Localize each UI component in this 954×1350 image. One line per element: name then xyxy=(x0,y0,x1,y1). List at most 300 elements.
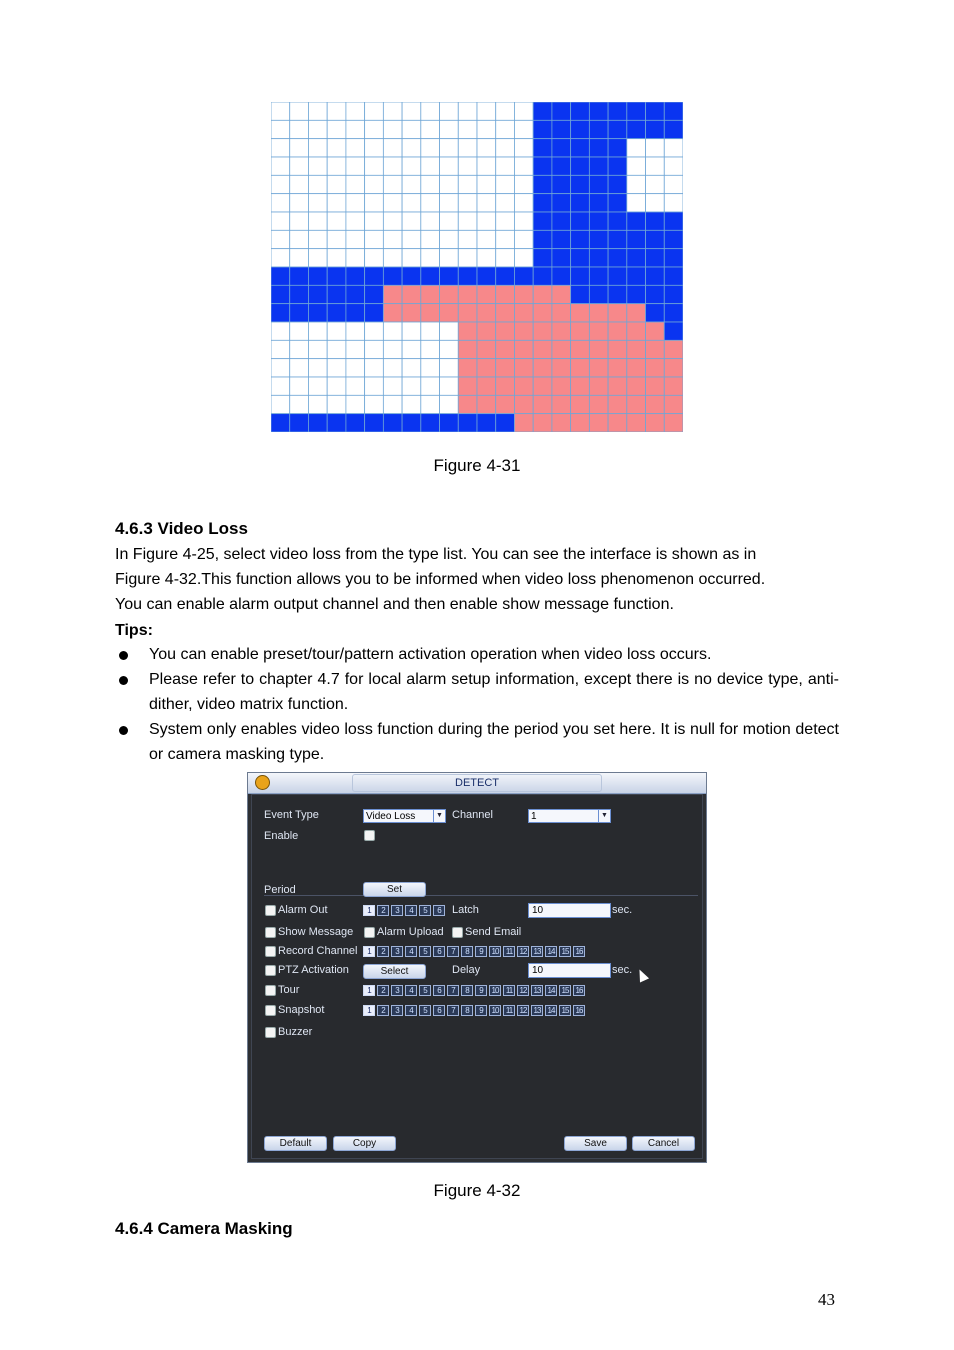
grid-cell xyxy=(346,322,365,340)
grid-cell xyxy=(421,230,440,248)
show-message-checkbox[interactable] xyxy=(265,927,276,938)
enable-checkbox[interactable] xyxy=(364,830,375,841)
channel-box[interactable]: 10 xyxy=(489,985,501,996)
grid-cell xyxy=(646,194,665,212)
grid-cell xyxy=(514,230,533,248)
grid-cell xyxy=(608,304,627,322)
channel-box[interactable]: 7 xyxy=(447,1005,459,1016)
tips-label: Tips: xyxy=(115,622,153,639)
record-channel-checkbox[interactable] xyxy=(265,946,276,957)
grid-cell xyxy=(346,157,365,175)
channel-box[interactable]: 8 xyxy=(461,946,473,957)
channel-box[interactable]: 15 xyxy=(559,985,571,996)
grid-cell xyxy=(496,267,515,285)
grid-cell xyxy=(365,249,384,267)
channel-box[interactable]: 13 xyxy=(531,946,543,957)
channel-box[interactable]: 13 xyxy=(531,1005,543,1016)
channel-box[interactable]: 7 xyxy=(447,946,459,957)
grid-cell xyxy=(440,322,459,340)
grid-cell xyxy=(365,304,384,322)
channel-box[interactable]: 10 xyxy=(489,1005,501,1016)
grid-cell xyxy=(589,322,608,340)
grid-cell xyxy=(589,139,608,157)
grid-cell xyxy=(533,230,552,248)
tour-checkbox[interactable] xyxy=(265,985,276,996)
grid-cell xyxy=(664,102,683,120)
grid-cell xyxy=(458,120,477,138)
cancel-button[interactable]: Cancel xyxy=(632,1136,695,1151)
delay-input[interactable]: 10 xyxy=(528,963,611,978)
channel-label: Channel xyxy=(452,809,493,821)
grid-cell xyxy=(533,212,552,230)
grid-cell xyxy=(627,414,646,432)
grid-cell xyxy=(496,157,515,175)
grid-cell xyxy=(646,395,665,413)
dialog-title-bar xyxy=(248,773,706,794)
save-button[interactable]: Save xyxy=(564,1136,627,1151)
grid-cell xyxy=(402,395,421,413)
grid-cell xyxy=(402,304,421,322)
channel-box[interactable]: 9 xyxy=(475,946,487,957)
grid-cell xyxy=(290,414,309,432)
grid-cell xyxy=(477,120,496,138)
grid-cell xyxy=(402,322,421,340)
channel-box[interactable]: 14 xyxy=(545,985,557,996)
grid-cell xyxy=(308,175,327,193)
grid-cell xyxy=(327,249,346,267)
grid-cell xyxy=(458,285,477,303)
grid-cell xyxy=(477,139,496,157)
grid-cell xyxy=(533,377,552,395)
grid-cell xyxy=(346,414,365,432)
grid-cell xyxy=(496,414,515,432)
grid-cell xyxy=(646,304,665,322)
grid-cell xyxy=(477,304,496,322)
grid-cell xyxy=(496,194,515,212)
grid-cell xyxy=(308,395,327,413)
channel-box[interactable]: 14 xyxy=(545,946,557,957)
grid-cell xyxy=(571,230,590,248)
grid-cell xyxy=(533,102,552,120)
grid-cell xyxy=(402,194,421,212)
channel-box[interactable]: 11 xyxy=(503,985,515,996)
grid-cell xyxy=(552,139,571,157)
channel-box[interactable]: 1 xyxy=(363,905,375,916)
grid-cell xyxy=(664,359,683,377)
channel-box[interactable]: 4 xyxy=(405,985,417,996)
channel-box[interactable]: 1 xyxy=(363,946,375,957)
grid-cell xyxy=(664,285,683,303)
grid-cell xyxy=(346,120,365,138)
grid-cell xyxy=(308,340,327,358)
period-set-button[interactable]: Set xyxy=(363,882,426,897)
channel-box[interactable]: 15 xyxy=(559,1005,571,1016)
grid-cell xyxy=(290,102,309,120)
figure-4-31-caption: Figure 4-31 xyxy=(433,456,521,475)
grid-cell xyxy=(514,139,533,157)
grid-cell xyxy=(627,377,646,395)
grid-cell xyxy=(383,377,402,395)
grid-cell xyxy=(271,267,290,285)
grid-cell xyxy=(552,322,571,340)
grid-cell xyxy=(327,157,346,175)
grid-cell xyxy=(402,102,421,120)
grid-cell xyxy=(327,267,346,285)
grid-cell xyxy=(308,285,327,303)
channel-box[interactable]: 16 xyxy=(573,985,585,996)
mouse-cursor-icon xyxy=(635,967,649,982)
grid-cell xyxy=(308,322,327,340)
grid-cell xyxy=(664,304,683,322)
grid-cell xyxy=(608,120,627,138)
buzzer-checkbox[interactable] xyxy=(265,1027,276,1038)
grid-cell xyxy=(440,120,459,138)
grid-cell xyxy=(290,267,309,285)
grid-cell xyxy=(327,120,346,138)
alarm-out-channels xyxy=(363,905,447,917)
default-button[interactable]: Default xyxy=(264,1136,327,1151)
grid-cell xyxy=(271,120,290,138)
grid-cell xyxy=(327,340,346,358)
grid-cell xyxy=(646,267,665,285)
grid-cell xyxy=(533,120,552,138)
grid-cell xyxy=(608,139,627,157)
grid-cell xyxy=(477,102,496,120)
grid-cell xyxy=(608,359,627,377)
grid-cell xyxy=(496,102,515,120)
channel-box[interactable]: 12 xyxy=(517,1005,529,1016)
copy-button[interactable]: Copy xyxy=(333,1136,396,1151)
channel-box[interactable]: 3 xyxy=(391,905,403,916)
grid-cell xyxy=(477,340,496,358)
grid-cell xyxy=(533,322,552,340)
grid-cell xyxy=(346,340,365,358)
grid-cell xyxy=(552,120,571,138)
grid-cell xyxy=(627,175,646,193)
channel-box[interactable]: 4 xyxy=(405,946,417,957)
channel-box[interactable]: 5 xyxy=(419,946,431,957)
grid-cell xyxy=(458,304,477,322)
tip-bullet xyxy=(115,717,839,767)
ptz-select-button[interactable]: Select xyxy=(363,964,426,979)
grid-cell xyxy=(290,139,309,157)
channel-box[interactable]: 3 xyxy=(391,1005,403,1016)
grid-cell xyxy=(421,157,440,175)
grid-cell xyxy=(646,377,665,395)
grid-cell xyxy=(552,377,571,395)
grid-cell xyxy=(514,395,533,413)
channel-box[interactable]: 2 xyxy=(377,985,389,996)
grid-cell xyxy=(627,359,646,377)
grid-cell xyxy=(402,230,421,248)
channel-box[interactable]: 9 xyxy=(475,1005,487,1016)
channel-box[interactable]: 6 xyxy=(433,946,445,957)
grid-cell xyxy=(383,157,402,175)
grid-cell xyxy=(533,194,552,212)
channel-box[interactable]: 10 xyxy=(489,946,501,957)
grid-cell xyxy=(664,175,683,193)
channel-box[interactable]: 6 xyxy=(433,985,445,996)
grid-cell xyxy=(271,340,290,358)
grid-cell xyxy=(571,102,590,120)
grid-cell xyxy=(608,212,627,230)
grid-cell xyxy=(627,212,646,230)
grid-cell xyxy=(627,322,646,340)
bullet-dot-icon xyxy=(119,726,128,735)
grid-cell xyxy=(533,285,552,303)
grid-cell xyxy=(383,139,402,157)
delay-label: Delay xyxy=(452,964,481,976)
grid-cell xyxy=(496,377,515,395)
grid-cell xyxy=(552,230,571,248)
grid-cell xyxy=(458,377,477,395)
grid-cell xyxy=(496,120,515,138)
app-logo-icon xyxy=(255,775,270,790)
channel-box[interactable]: 2 xyxy=(377,946,389,957)
grid-cell xyxy=(664,267,683,285)
grid-cell xyxy=(308,359,327,377)
channel-box[interactable]: 2 xyxy=(377,905,389,916)
grid-cell xyxy=(327,194,346,212)
channel-box[interactable]: 5 xyxy=(419,1005,431,1016)
grid-cell xyxy=(627,102,646,120)
grid-cell xyxy=(627,139,646,157)
grid-cell xyxy=(477,267,496,285)
grid-cell xyxy=(421,249,440,267)
channel-box[interactable]: 12 xyxy=(517,946,529,957)
period-label: Period xyxy=(264,884,296,896)
tour-label: Tour xyxy=(278,984,300,996)
grid-cell xyxy=(646,322,665,340)
ptz-activation-checkbox[interactable] xyxy=(265,965,276,976)
grid-cell xyxy=(646,359,665,377)
channel-select[interactable] xyxy=(528,809,611,823)
channel-box[interactable]: 3 xyxy=(391,946,403,957)
grid-cell xyxy=(458,249,477,267)
grid-cell xyxy=(589,359,608,377)
channel-box[interactable]: 4 xyxy=(405,1005,417,1016)
grid-cell xyxy=(365,212,384,230)
grid-cell xyxy=(608,230,627,248)
grid-cell xyxy=(571,340,590,358)
paragraph-line-3: You can enable alarm output channel and then enable show message function. xyxy=(115,596,674,613)
grid-cell xyxy=(589,120,608,138)
grid-cell xyxy=(589,377,608,395)
grid-cell xyxy=(440,340,459,358)
grid-cell xyxy=(514,102,533,120)
grid-cell xyxy=(383,285,402,303)
channel-box[interactable]: 9 xyxy=(475,985,487,996)
grid-cell xyxy=(271,395,290,413)
grid-cell xyxy=(346,359,365,377)
grid-cell xyxy=(402,377,421,395)
grid-cell xyxy=(552,267,571,285)
channel-box[interactable]: 16 xyxy=(573,946,585,957)
channel-box[interactable]: 2 xyxy=(377,1005,389,1016)
grid-cell xyxy=(365,414,384,432)
send-email-checkbox[interactable] xyxy=(452,927,463,938)
grid-cell xyxy=(383,102,402,120)
grid-cell xyxy=(402,359,421,377)
grid-cell xyxy=(496,139,515,157)
grid-cell xyxy=(571,377,590,395)
grid-cell xyxy=(627,395,646,413)
channel-box[interactable]: 11 xyxy=(503,1005,515,1016)
channel-value: 1 xyxy=(531,811,537,822)
grid-cell xyxy=(346,249,365,267)
channel-box[interactable]: 16 xyxy=(573,1005,585,1016)
grid-cell xyxy=(346,212,365,230)
channel-box[interactable]: 5 xyxy=(419,985,431,996)
grid-cell xyxy=(402,120,421,138)
grid-cell xyxy=(496,304,515,322)
channel-box[interactable]: 6 xyxy=(433,905,445,916)
grid-cell xyxy=(514,157,533,175)
page-number: 43 xyxy=(818,1290,835,1309)
grid-cell xyxy=(589,157,608,175)
grid-cell xyxy=(664,139,683,157)
grid-cell xyxy=(327,230,346,248)
grid-cell xyxy=(571,285,590,303)
event-type-select[interactable] xyxy=(363,809,446,823)
grid-cell xyxy=(308,267,327,285)
channel-box[interactable]: 13 xyxy=(531,985,543,996)
alarm-out-checkbox[interactable] xyxy=(265,905,276,916)
grid-cell xyxy=(496,249,515,267)
grid-cell xyxy=(571,359,590,377)
grid-cell xyxy=(440,194,459,212)
grid-cell xyxy=(552,175,571,193)
grid-cell xyxy=(271,249,290,267)
grid-cell xyxy=(608,285,627,303)
grid-cell xyxy=(608,395,627,413)
grid-cell xyxy=(440,249,459,267)
grid-cell xyxy=(514,304,533,322)
grid-cell xyxy=(271,322,290,340)
grid-cell xyxy=(365,194,384,212)
grid-cell xyxy=(589,249,608,267)
bullet-dot-icon xyxy=(119,676,128,685)
grid-cell xyxy=(290,194,309,212)
channel-box[interactable]: 14 xyxy=(545,1005,557,1016)
grid-cell xyxy=(421,414,440,432)
grid-cell xyxy=(627,249,646,267)
grid-cell xyxy=(646,249,665,267)
grid-cell xyxy=(365,120,384,138)
grid-cell xyxy=(421,285,440,303)
grid-cell xyxy=(440,359,459,377)
channel-box[interactable]: 5 xyxy=(419,905,431,916)
grid-cell xyxy=(458,340,477,358)
grid-cell xyxy=(308,139,327,157)
grid-cell xyxy=(589,414,608,432)
section-heading-video-loss: 4.6.3 Video Loss xyxy=(115,519,248,538)
grid-cell xyxy=(440,230,459,248)
grid-cell xyxy=(514,194,533,212)
grid-cell xyxy=(571,194,590,212)
chevron-down-icon: ▼ xyxy=(598,810,610,822)
chevron-down-icon: ▼ xyxy=(433,810,445,822)
channel-box[interactable]: 11 xyxy=(503,946,515,957)
grid-cell xyxy=(646,102,665,120)
bullet-dot-icon xyxy=(119,651,128,660)
grid-cell xyxy=(383,175,402,193)
grid-cell xyxy=(440,414,459,432)
tip-text: Please refer to chapter 4.7 for local alarm setup information, except there is no device type, anti-dither, video matrix function. xyxy=(149,671,839,713)
snapshot-checkbox[interactable] xyxy=(265,1005,276,1016)
grid-cell xyxy=(533,249,552,267)
grid-cell xyxy=(365,230,384,248)
grid-cell xyxy=(477,377,496,395)
grid-cell xyxy=(496,285,515,303)
grid-cell xyxy=(664,249,683,267)
grid-cell xyxy=(308,157,327,175)
channel-box[interactable]: 7 xyxy=(447,985,459,996)
grid-cell xyxy=(533,359,552,377)
grid-cell xyxy=(458,414,477,432)
tip-text: You can enable preset/tour/pattern activation operation when video loss occurs. xyxy=(149,646,712,663)
figure-4-32-caption: Figure 4-32 xyxy=(433,1181,521,1200)
grid-cell xyxy=(589,175,608,193)
channel-box[interactable]: 8 xyxy=(461,985,473,996)
grid-cell xyxy=(327,304,346,322)
latch-label: Latch xyxy=(452,904,479,916)
grid-cell xyxy=(383,359,402,377)
grid-cell xyxy=(308,304,327,322)
latch-sec-label: sec. xyxy=(612,904,633,916)
channel-box[interactable]: 12 xyxy=(517,985,529,996)
grid-cell xyxy=(421,212,440,230)
grid-cell xyxy=(440,139,459,157)
buzzer-label: Buzzer xyxy=(278,1026,313,1038)
grid-cell xyxy=(589,194,608,212)
grid-cell xyxy=(402,212,421,230)
channel-box[interactable]: 15 xyxy=(559,946,571,957)
channel-box[interactable]: 4 xyxy=(405,905,417,916)
grid-cell xyxy=(402,157,421,175)
grid-cell xyxy=(627,267,646,285)
grid-cell xyxy=(514,249,533,267)
grid-cell xyxy=(383,249,402,267)
grid-cell xyxy=(608,175,627,193)
alarm-upload-checkbox[interactable] xyxy=(364,927,375,938)
grid-cell xyxy=(589,395,608,413)
channel-box[interactable]: 3 xyxy=(391,985,403,996)
grid-cell xyxy=(571,322,590,340)
paragraph-line-1: In Figure 4-25, select video loss from the type list. You can see the interface is shown as in xyxy=(115,546,757,563)
grid-cell xyxy=(552,304,571,322)
channel-box[interactable]: 1 xyxy=(363,1005,375,1016)
channel-box[interactable]: 1 xyxy=(363,985,375,996)
channel-box[interactable]: 6 xyxy=(433,1005,445,1016)
grid-cell xyxy=(608,340,627,358)
grid-cell xyxy=(514,267,533,285)
channel-box[interactable]: 8 xyxy=(461,1005,473,1016)
grid-cell xyxy=(589,340,608,358)
grid-cell xyxy=(571,395,590,413)
grid-cell xyxy=(365,395,384,413)
grid-cell xyxy=(646,175,665,193)
latch-input[interactable]: 10 xyxy=(528,903,611,918)
grid-cell xyxy=(477,395,496,413)
grid-cell xyxy=(477,212,496,230)
grid-cell xyxy=(477,230,496,248)
grid-cell xyxy=(646,139,665,157)
grid-cell xyxy=(664,194,683,212)
grid-cell xyxy=(440,377,459,395)
grid-cell xyxy=(271,377,290,395)
grid-cell xyxy=(271,304,290,322)
